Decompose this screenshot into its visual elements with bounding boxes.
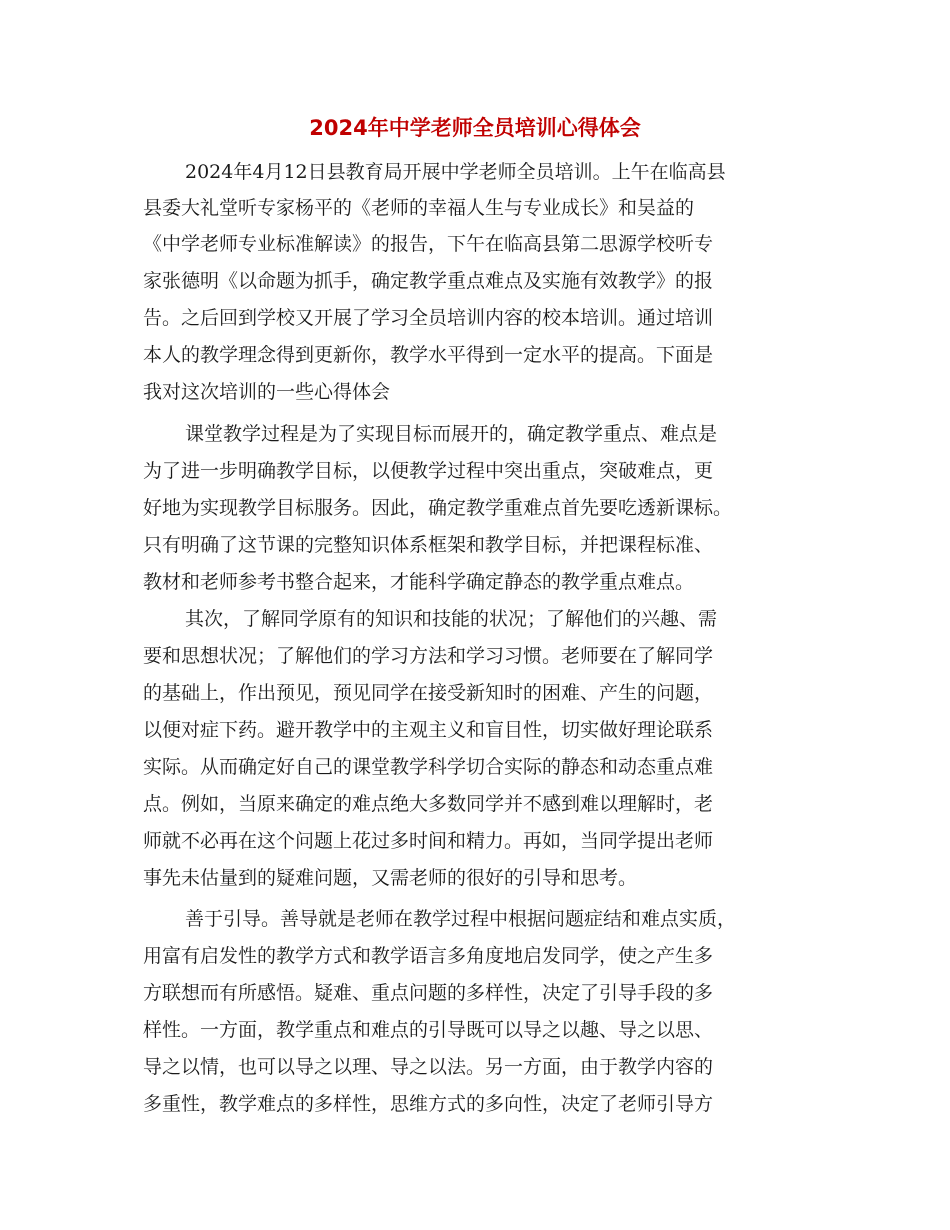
paragraph-line: 为了进一步明确教学目标，以便教学过程中突出重点，突破难点，更 xyxy=(143,460,714,482)
paragraph-line: 家张德明《以命题为抓手，确定教学重点难点及实施有效教学》的报 xyxy=(143,270,714,292)
paragraph-line: 县委大礼堂听专家杨平的《老师的幸福人生与专业成长》和吴益的 xyxy=(143,197,695,219)
paragraph-line: 实际。从而确定好自己的课堂教学科学切合实际的静态和动态重点难 xyxy=(143,756,714,778)
paragraph-line: 样性。一方面，教学重点和难点的引导既可以导之以趣、导之以思、 xyxy=(143,1019,714,1041)
paragraph-line: 好地为实现教学目标服务。因此，确定教学重难点首先要吃透新课标。 xyxy=(143,497,733,519)
paragraph-line: 导之以情，也可以导之以理、导之以法。另一方面，由于教学内容的 xyxy=(143,1056,714,1078)
paragraph-line: 多重性，教学难点的多样性，思维方式的多向性，决定了老师引导方 xyxy=(143,1093,714,1115)
paragraph-line: 本人的教学理念得到更新你，教学水平得到一定水平的提高。下面是 xyxy=(143,344,714,366)
paragraph-line: 的基础上，作出预见，预见同学在接受新知时的困难、产生的问题， xyxy=(143,682,714,704)
paragraph-line: 2024年4月12日县教育局开展中学老师全员培训。上午在临高县 xyxy=(185,161,726,183)
paragraph-line: 我对这次培训的一些心得体会 xyxy=(143,381,391,403)
paragraph-line: 以便对症下药。避开教学中的主观主义和盲目性，切实做好理论联系 xyxy=(143,719,714,741)
paragraph-line: 告。之后回到学校又开展了学习全员培训内容的校本培训。通过培训 xyxy=(143,307,714,329)
paragraph-line: 点。例如，当原来确定的难点绝大多数同学并不感到难以理解时，老 xyxy=(143,793,714,815)
paragraph-line: 其次，了解同学原有的知识和技能的状况；了解他们的兴趣、需 xyxy=(185,608,718,630)
paragraph-line: 事先未估量到的疑难问题，又需老师的很好的引导和思考。 xyxy=(143,867,638,889)
paragraph-line: 课堂教学过程是为了实现目标而展开的，确定教学重点、难点是 xyxy=(185,423,718,445)
document-title: 2024年中学老师全员培训心得体会 xyxy=(309,116,641,140)
paragraph-line: 《中学老师专业标准解读》的报告，下午在临高县第二思源学校听专 xyxy=(143,233,714,255)
paragraph-line: 教材和老师参考书整合起来，才能科学确定静态的教学重点难点。 xyxy=(143,571,695,593)
paragraph-line: 要和思想状况；了解他们的学习方法和学习习惯。老师要在了解同学 xyxy=(143,645,714,667)
paragraph-line: 善于引导。善导就是老师在教学过程中根据问题症结和难点实质， xyxy=(185,908,737,930)
paragraph-line: 师就不必再在这个问题上花过多时间和精力。再如，当同学提出老师 xyxy=(143,830,714,852)
paragraph-line: 用富有启发性的教学方式和教学语言多角度地启发同学，使之产生多 xyxy=(143,945,714,967)
paragraph-line: 只有明确了这节课的完整知识体系框架和教学目标，并把课程标准、 xyxy=(143,534,714,556)
paragraph-line: 方联想而有所感悟。疑难、重点问题的多样性，决定了引导手段的多 xyxy=(143,982,714,1004)
